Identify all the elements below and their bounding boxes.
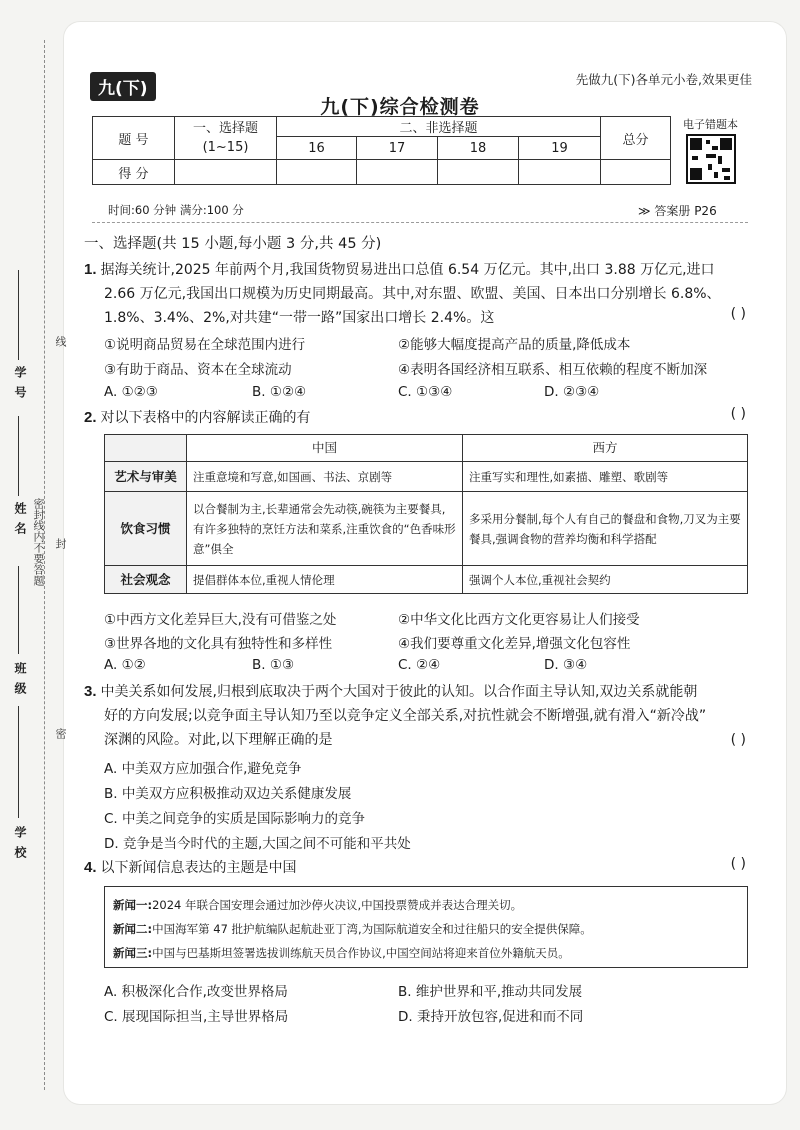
score-row-label-2: 得 分	[93, 160, 175, 185]
seal-feng: 封	[54, 538, 67, 549]
score-section2: 二、非选择题	[277, 117, 601, 137]
option-b[interactable]: B. ①③	[252, 657, 295, 673]
statement: ②能够大幅度提高产品的质量,降低成本	[398, 337, 631, 353]
statement: ④我们要尊重文化差异,增强文化包容性	[398, 636, 631, 652]
table-cell: 以合餐制为主,长辈通常会先动筷,碗筷为主要餐具,有许多独特的烹饪方法和菜系,注重饮食的“色香味形意”俱全	[187, 492, 463, 566]
table-row-label: 饮食习惯	[105, 492, 187, 566]
table-cell: 强调个人本位,重视社会契约	[463, 566, 748, 594]
section-title: 一、选择题(共 15 小题,每小题 3 分,共 45 分)	[84, 236, 382, 252]
name-write-line	[18, 416, 19, 496]
score-cell[interactable]	[601, 160, 671, 185]
score-col-16: 16	[277, 137, 357, 160]
divider	[92, 222, 748, 223]
table-cell: 多采用分餐制,每个人有自己的餐盘和食物,刀叉为主要餐具,强调食物的营养均衡和科学搭配	[463, 492, 748, 566]
answer-reference: ≫ 答案册 P26	[638, 204, 717, 218]
score-col-18: 18	[438, 137, 519, 160]
score-col-19: 19	[519, 137, 601, 160]
answer-paren[interactable]: ( )	[730, 406, 746, 422]
option-a[interactable]: A. 中美双方应加强合作,避免竞争	[104, 761, 302, 777]
score-section1: 一、选择题	[175, 117, 277, 137]
option-a[interactable]: A. 积极深化合作,改变世界格局	[104, 984, 288, 1000]
class-write-line	[18, 566, 19, 654]
option-d[interactable]: D. ③④	[544, 657, 588, 673]
score-total: 总分	[601, 117, 671, 160]
statement: ①说明商品贸易在全球范围内进行	[104, 337, 306, 353]
statement: ③世界各地的文化具有独特性和多样性	[104, 636, 333, 652]
student-id-label: 学 号	[13, 366, 27, 401]
question-3: 3. 中美关系如何发展,归根到底取决于两个大国对于彼此的认知。以合作面主导认知,双边关系就能朝 好的方向发展;以竞争面主导认知乃至以竞争定义全部关系,对抗性就会不断增强,就有滑入“新冷战” 深渊的风险。对此,以下理解正确的是	[84, 683, 707, 748]
table-cell: 注重写实和理性,如素描、雕塑、歌剧等	[463, 462, 748, 492]
table-row-label: 艺术与审美	[105, 462, 187, 492]
answer-paren[interactable]: ( )	[730, 856, 746, 872]
score-row-label-1: 题 号	[93, 117, 175, 160]
question-1: 1. 据海关统计,2025 年前两个月,我国货物贸易进出口总值 6.54 万亿元。其中,出口 3.88 万亿元,进口 2.66 万亿元,我国出口规模为历史同期最高。其中,对东盟、欧盟、美国、日本出口分别增长 6.8%、 1.8%、3.4%、2%,对共建“一带一路”国家出口增长 2.4%。这	[84, 261, 721, 326]
qr-label: 电子错题本	[683, 118, 738, 131]
class-label: 班 级	[13, 662, 27, 697]
table-row-label: 社会观念	[105, 566, 187, 594]
school-label: 学 校	[13, 826, 27, 861]
page-title: 九(下)综合检测卷	[320, 96, 480, 118]
seal-xian: 线	[54, 336, 67, 347]
option-b[interactable]: B. ①②④	[252, 384, 307, 400]
score-cell[interactable]	[175, 160, 277, 185]
score-section1-range: (1~15)	[175, 137, 277, 160]
statement: ①中西方文化差异巨大,没有可借鉴之处	[104, 612, 337, 628]
option-b[interactable]: B. 中美双方应积极推动双边关系健康发展	[104, 786, 352, 802]
option-c[interactable]: C. ①③④	[398, 384, 453, 400]
news-box: 新闻一:2024 年联合国安理会通过加沙停火决议,中国投票赞成并表达合理关切。 新闻二:中国海军第 47 批护航编队起航赴亚丁湾,为国际航道安全和过往船只的安全提供保障。 新闻三:中国与巴基斯坦签署选拔训练航天员合作协议,中国空间站将迎来首位外籍航天员。	[104, 886, 748, 968]
option-a[interactable]: A. ①②	[104, 657, 146, 673]
time-info: 时间:60 分钟 满分:100 分	[108, 203, 244, 217]
table-header-china: 中国	[187, 435, 463, 462]
option-a[interactable]: A. ①②③	[104, 384, 158, 400]
score-col-17: 17	[357, 137, 438, 160]
option-d[interactable]: D. ②③④	[544, 384, 600, 400]
question-number: 1.	[84, 261, 97, 278]
score-cell[interactable]	[438, 160, 519, 185]
statement: ④表明各国经济相互联系、相互依赖的程度不断加深	[398, 362, 708, 378]
statement: ②中华文化比西方文化更容易让人们接受	[398, 612, 640, 628]
score-cell[interactable]	[357, 160, 438, 185]
option-d[interactable]: D. 竞争是当今时代的主题,大国之间不可能和平共处	[104, 836, 411, 852]
score-table	[92, 116, 671, 185]
table-header-west: 西方	[463, 435, 748, 462]
score-cell[interactable]	[519, 160, 601, 185]
seal-mi: 密	[54, 728, 67, 739]
score-cell[interactable]	[277, 160, 357, 185]
id-write-line	[18, 270, 19, 360]
question-4: 4. 以下新闻信息表达的主题是中国	[84, 859, 297, 876]
name-label: 姓 名	[13, 502, 27, 537]
option-c[interactable]: C. 展现国际担当,主导世界格局	[104, 1009, 289, 1025]
question-2: 2. 对以下表格中的内容解读正确的有	[84, 409, 311, 426]
option-c[interactable]: C. 中美之间竞争的实质是国际影响力的竞争	[104, 811, 366, 827]
statement: ③有助于商品、资本在全球流动	[104, 362, 292, 378]
comparison-table	[104, 434, 748, 594]
top-note: 先做九(下)各单元小卷,效果更佳	[575, 72, 752, 87]
table-cell: 注重意境和写意,如国画、书法、京剧等	[187, 462, 463, 492]
answer-paren[interactable]: ( )	[730, 732, 746, 748]
seal-warning: 密封线内不要答题	[32, 498, 45, 586]
option-d[interactable]: D. 秉持开放包容,促进和而不同	[398, 1009, 584, 1025]
table-cell: 提倡群体本位,重视人情伦理	[187, 566, 463, 594]
qr-code-icon[interactable]	[686, 134, 736, 184]
option-b[interactable]: B. 维护世界和平,推动共同发展	[398, 984, 583, 1000]
answer-paren[interactable]: ( )	[730, 306, 746, 322]
option-c[interactable]: C. ②④	[398, 657, 441, 673]
school-write-line	[18, 706, 19, 818]
grade-badge: 九(下)	[90, 72, 156, 101]
